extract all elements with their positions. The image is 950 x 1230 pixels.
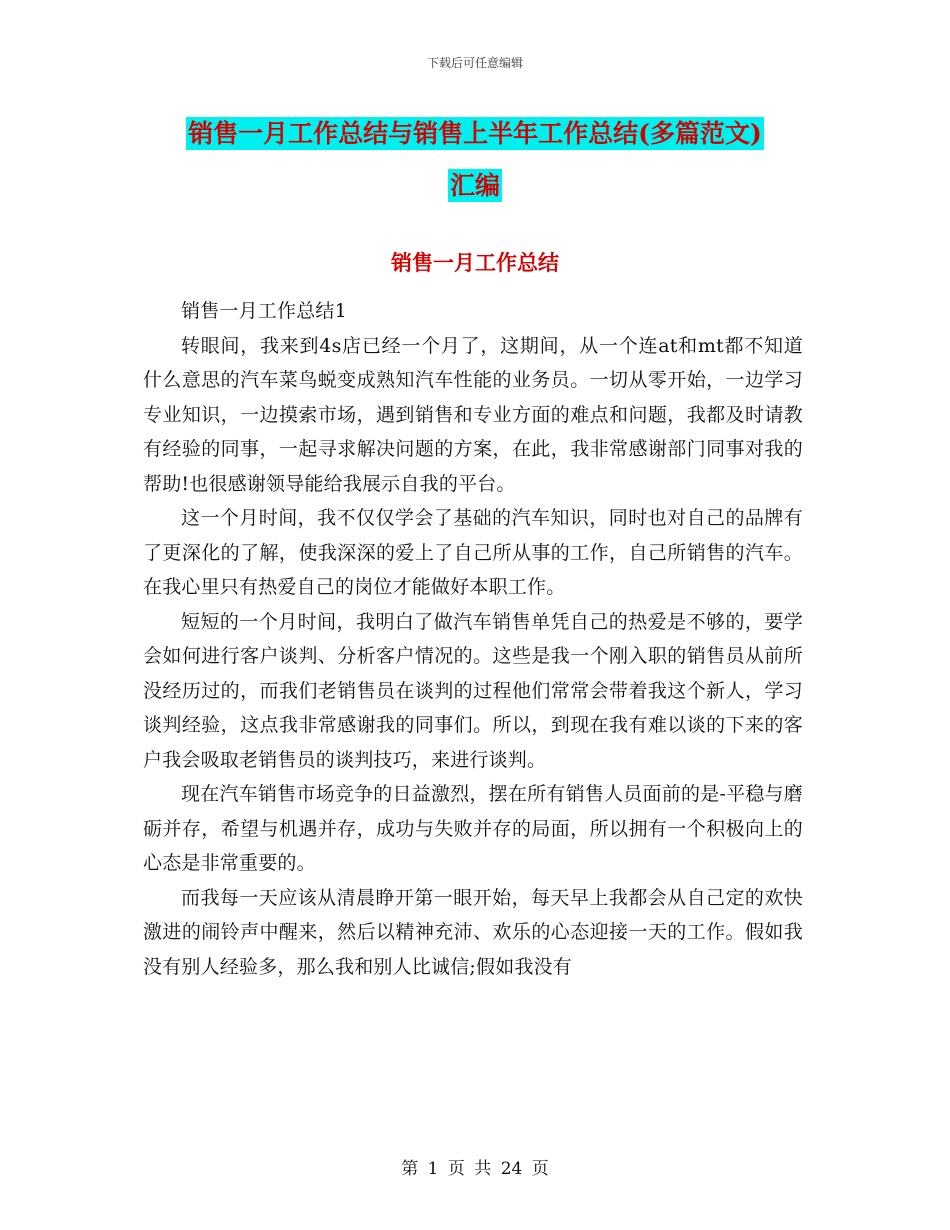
subsection-heading: 销售一月工作总结1	[181, 300, 347, 322]
section-title: 销售一月工作总结	[391, 250, 559, 275]
header-note: 下载后可任意编辑	[426, 56, 523, 70]
paragraph: 而我每一天应该从清晨睁开第一眼开始，每天早上我都会从自己定的欢快激进的闹铃声中醒来，然后以精神充沛、欢乐的心态迎接一天的工作。假如我没有别人经验多，那么我和别人比诚信;假如我没有	[143, 886, 803, 978]
paragraph: 现在汽车销售市场竞争的日益激烈，摆在所有销售人员面前的是-平稳与磨砺并存，希望与机遇并存，成功与失败并存的局面，所以拥有一个积极向上的心态是非常重要的。	[143, 783, 803, 874]
document-title-line1: 销售一月工作总结与销售上半年工作总结(多篇范文)	[188, 119, 762, 148]
document-title	[140, 108, 810, 212]
paragraph: 短短的一个月时间，我明白了做汽车销售单凭自己的热爱是不够的，要学会如何进行客户谈判、分析客户情况的。这些是我一个刚入职的销售员从前所没经历过的，而我们老销售员在谈判的过程他们常常会带着我这个新人，学习谈判经验，这点我非常感谢我的同事们。所以，到现在我有难以谈的下来的客户我会吸取老销售员的谈判技巧，来进行谈判。	[143, 610, 803, 771]
paragraph: 这一个月时间，我不仅仅学会了基础的汽车知识，同时也对自己的品牌有了更深化的了解，使我深深的爱上了自己所从事的工作，自己所销售的汽车。在我心里只有热爱自己的岗位才能做好本职工作。	[143, 507, 803, 598]
document-body	[143, 294, 803, 984]
paragraph: 转眼间，我来到4s店已经一个月了，这期间，从一个连at和mt都不知道什么意思的汽车菜鸟蜕变成熟知汽车性能的业务员。一切从零开始，一边学习专业知识，一边摸索市场，遇到销售和专业方面的难点和问题，我都及时请教有经验的同事，一起寻求解决问题的方案，在此，我非常感谢部门同事对我的帮助!也很感谢领导能给我展示自我的平台。	[143, 334, 803, 495]
document-title-line2: 汇编	[449, 171, 500, 200]
page-number-footer: 第 1 页 共 24 页	[401, 1159, 549, 1179]
